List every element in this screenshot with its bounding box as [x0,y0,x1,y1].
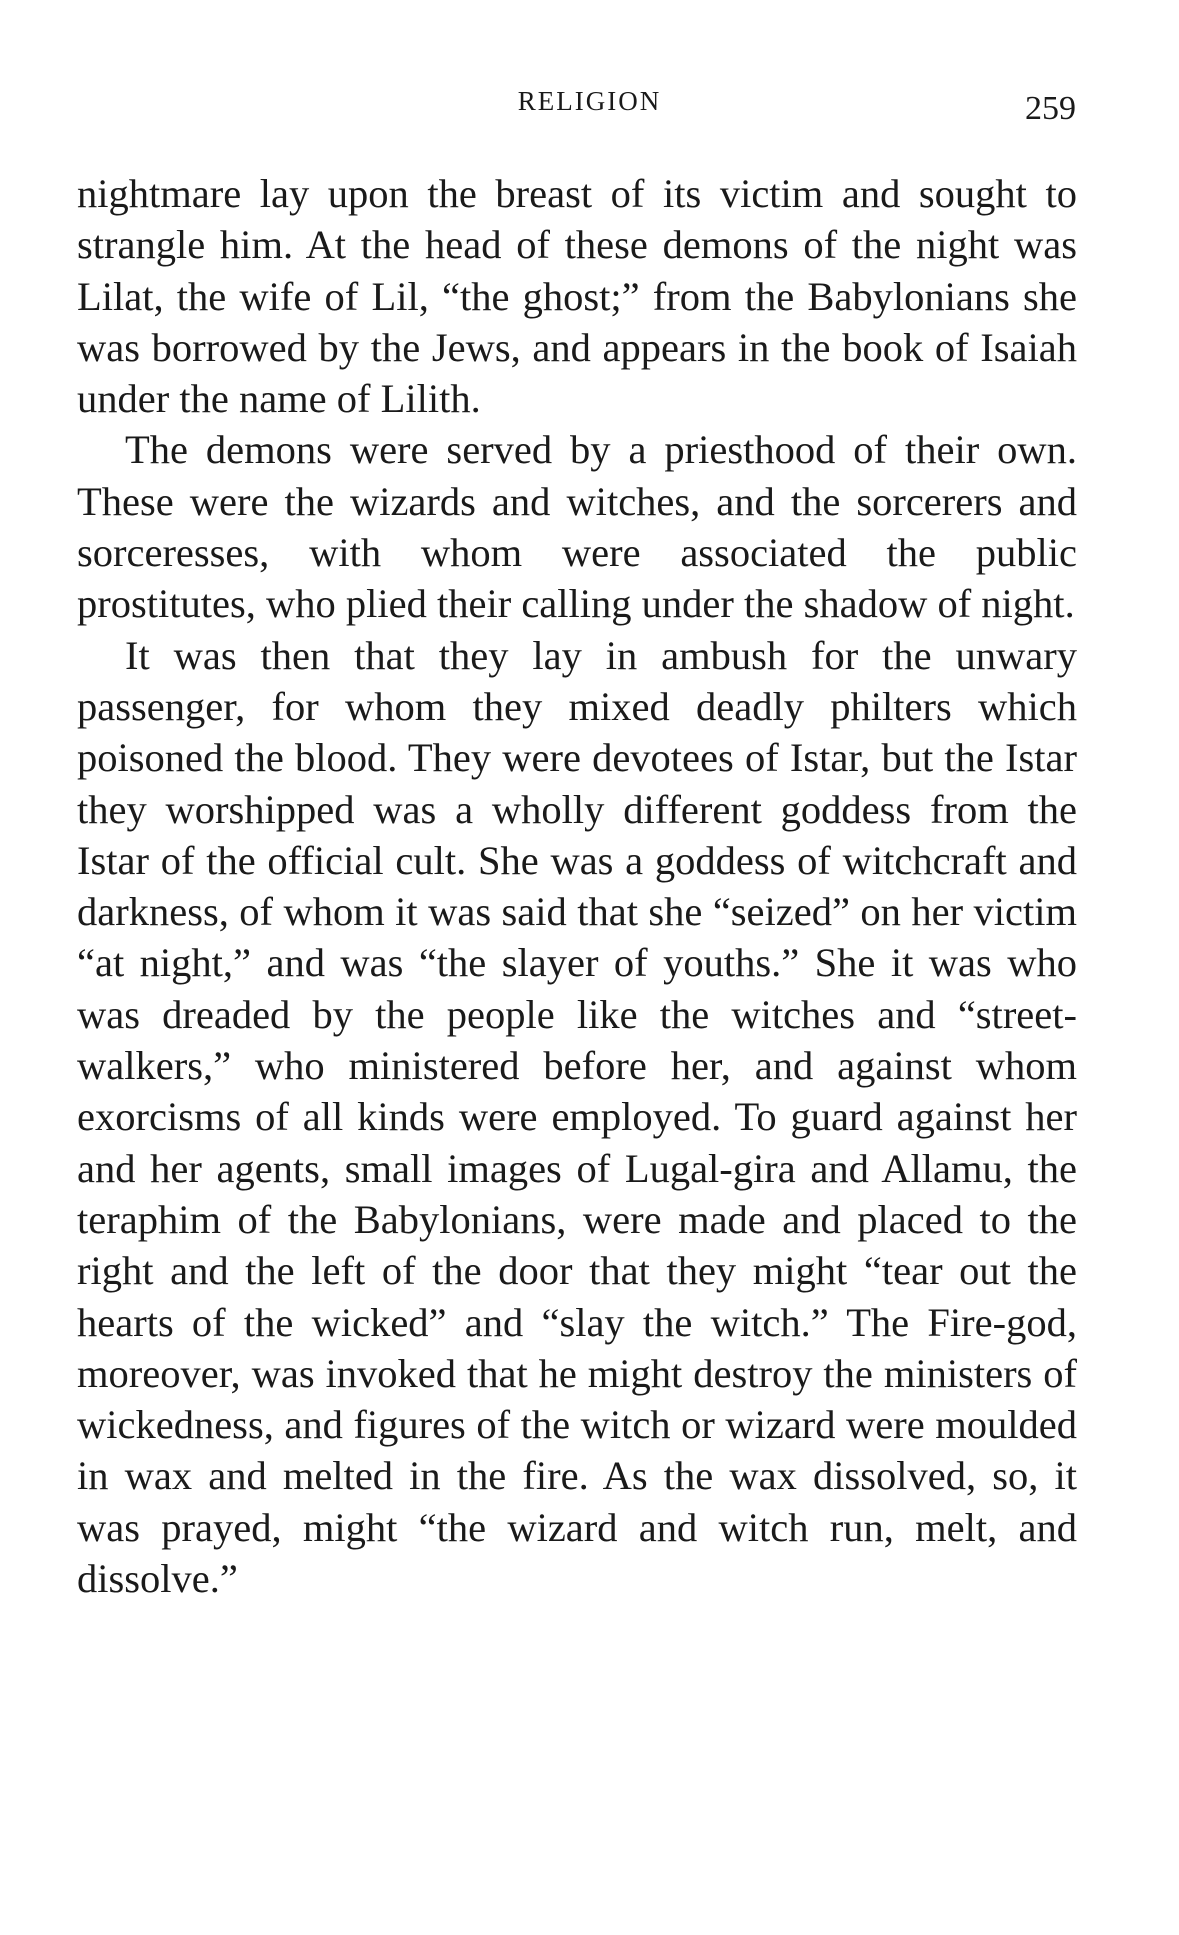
body-text [77,168,1077,1604]
paragraph-continued: nightmare lay upon the breast of its victim and sought to strangle him. At the head of these demons of the night was Lilat, the wife of Lil, “the ghost;” from the Babylonians she was borrowed by the Jews, and appears in the book of Isaiah under the name of Lilith. [77,171,1077,422]
paragraph-priesthood: The demons were served by a priesthood of their own. These were the wizards and witches, and the sorcerers and sorceresses, with whom were associated the public prostitutes, who plied their calling under the shadow of night. [77,427,1077,627]
paragraph-istar: It was then that they lay in ambush for the unwary passenger, for whom they mixed deadly philters which poisoned the blood. They were devotees of Istar, but the Istar they worshipped was a wholly different goddess from the Istar of the official cult. She was a goddess of witchcraft and darkness, of whom it was said that she “seized” on her victim “at night,” and was “the slayer of youths.” She it was who was dreaded by the people like the witches and “street-walkers,” who ministered before her, and against whom exorcisms of all kinds were employed. To guard against her and her agents, small images of Lugal-gira and Allamu, the teraphim of the Babylonians, were made and placed to the right and the left of the door that they might “tear out the hearts of the wicked” and “slay the witch.” The Fire-god, moreover, was invoked that he might destroy the ministers of wickedness, and figures of the witch or wizard were moulded in wax and melted in the fire. As the wax dissolved, so, it was prayed, might “the wizard and witch run, melt, and dissolve.” [77,632,1077,1602]
page-number: 259 [1025,90,1076,127]
running-header [0,82,1179,127]
running-title: RELIGION [517,86,662,116]
